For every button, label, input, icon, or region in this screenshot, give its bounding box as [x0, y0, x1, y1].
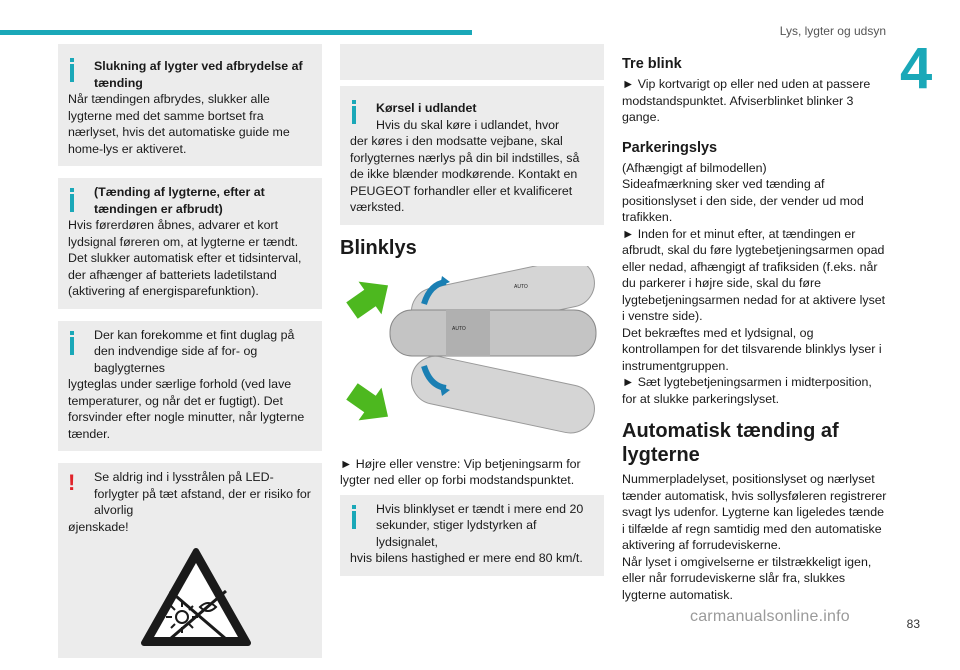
info-icon: [68, 188, 77, 212]
stalk-diagram: [340, 266, 604, 438]
warning-box-led: [58, 463, 322, 658]
info-box-condensation: [58, 321, 322, 452]
heading-automatic-lights: Automatisk tænding af lygterne: [622, 420, 839, 466]
heading-parkeringslys: Parkeringslys: [622, 139, 718, 156]
arrow-down-right-icon: [341, 374, 400, 432]
info-icon: [350, 505, 359, 529]
stalk-auto-label: AUTO: [514, 283, 528, 290]
middle-column: [340, 44, 604, 588]
left-column: [58, 44, 322, 670]
parking-line: Det bekræftes med et lydsignal, og kontrollampen for det tilsvarende blinklys lyser i instrumentgruppen.: [622, 325, 882, 373]
info-text-rest: hvis bilens hastighed er mere end 80 km/t.: [350, 551, 583, 565]
parking-line: ► Sæt lygtebetjeningsarmen i midterposition, for at slukke parkeringslyset.: [622, 375, 872, 406]
info-text-first: Hvis du skal køre i udlandet, hvor: [376, 117, 560, 132]
info-icon: [68, 58, 77, 82]
info-heading: Kørsel i udlandet: [376, 101, 477, 115]
info-text-rest: der køres i den modsatte vejbane, skal forlygternes nærlys på din bil indstilles, så de ikke blænder modkørende. Kontakt en PEUGEOT forhandler eller et kvalificeret værksted.: [350, 134, 580, 214]
info-box-blinker-volume: [340, 495, 604, 576]
grey-spacer-box: [340, 44, 604, 80]
chapter-number: 4: [900, 36, 933, 101]
warning-text-first: Se aldrig ind i lysstrålen på LED-forlygter på tæt afstand, der er risiko for alvorlig: [94, 470, 311, 517]
info-box-lights-after-ignition: [58, 178, 322, 309]
info-text: Hvis førerdøren åbnes, advarer et kort lydsignal føreren om, at lygterne er tændt. Det slukker automatisk efter et tidsinterval, der afhænger af batteriets ladetilstand (aktivering af energisparefunktion).: [68, 218, 302, 298]
eye-hazard-warning-icon: [140, 547, 252, 647]
parking-line: Sideafmærkning sker ved tænding af positionslyset i den side, der vender ud mod trafikken.: [622, 177, 864, 224]
blinklys-instruction: ► Højre eller venstre: Vip betjeningsarm for lygter ned eller op forbi modstandspunktet.: [340, 456, 581, 487]
warning-icon: !: [68, 470, 76, 495]
heading-tre-blink: Tre blink: [622, 56, 682, 72]
auto-lights-line: Nummerpladelyset, positionslyset og nærlyset tænder automatisk, hvis sollysføleren registrerer svagt lys udenfor. Lygterne kan ligeledes tænde i tilfælde af regn samtidig med den automatiske aktivering af forrudeviskerne.: [622, 472, 887, 552]
info-heading: (Tænding af lygterne, efter at tændingen er afbrudt): [94, 185, 265, 216]
tre-blink-text: ► Vip kortvarigt op eller ned uden at passere modstandspunktet. Afviserblinket blinker 3 gange.: [622, 77, 871, 124]
section-heading-blinklys: Blinklys: [340, 236, 417, 259]
watermark: carmanualsonline.info: [690, 608, 850, 625]
info-text-first: Hvis blinklyset er tændt i mere end 20 sekunder, stiger lydstyrken af lydsignalet,: [376, 501, 584, 549]
parking-line: (Afhængigt af bilmodellen): [622, 160, 767, 175]
info-box-lights-off: [58, 44, 322, 166]
arrow-up-right-icon: [341, 268, 400, 326]
right-column: [622, 56, 888, 603]
stalk-auto-label: AUTO: [452, 325, 466, 332]
info-box-driving-abroad: [340, 86, 604, 225]
indicator-stalk-illustration: [340, 266, 604, 438]
header-accent-bar: [0, 30, 472, 35]
info-text-first: Der kan forekomme et fint duglag på den indvendige side af for- og baglygternes: [94, 327, 295, 375]
auto-lights-line: Når lyset i omgivelserne er tilstrækkeligt igen, eller når forrudeviskerne slår fra, slukkes lygterne automatisk.: [622, 554, 872, 602]
info-icon: [350, 100, 359, 124]
info-text: Når tændingen afbrydes, slukker alle lygterne med det samme bortset fra nærlyset, hvis det automatiske guide me home-lys er aktiveret.: [68, 92, 290, 156]
warning-text-rest: øjenskade!: [68, 519, 129, 534]
section-title: Lys, lygter og udsyn: [779, 24, 886, 38]
info-text-rest: lygteglas under særlige forhold (ved lave temperaturer, og når det er fugtigt). Det forsvinder efter nogle minutter, når lygterne tænder.: [68, 377, 305, 441]
info-icon: [68, 331, 77, 355]
parking-line: ► Inden for et minut efter, at tændingen er afbrudt, skal du føre lygtebetjeningsarmen opad eller nedad, afhængigt af trafiksiden (f.eks. når du parkerer i højre side, skal du føre lygtebetjeningsarmen nedad for at aktivere lyset i venstre side).: [622, 226, 886, 323]
page-number: 83: [906, 617, 920, 631]
info-heading: Slukning af lygter ved afbrydelse af tænding: [94, 59, 303, 90]
